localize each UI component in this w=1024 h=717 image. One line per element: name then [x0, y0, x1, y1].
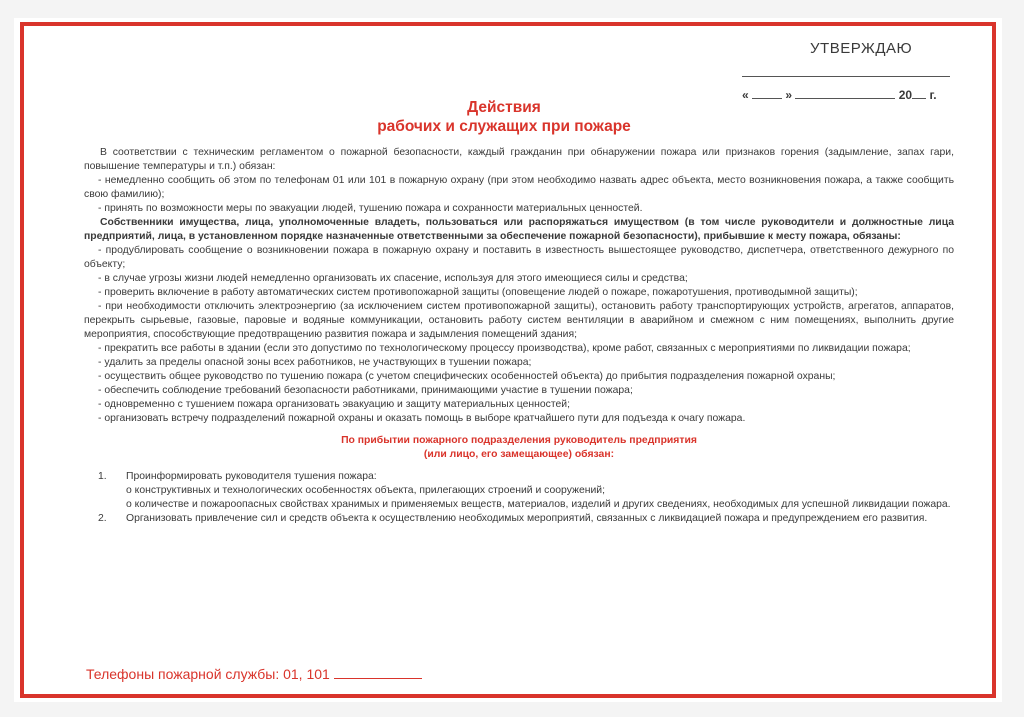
- document-body: [84, 146, 954, 526]
- date-open-quote: «: [742, 88, 749, 102]
- year-suffix: г.: [929, 88, 937, 102]
- month-blank: [795, 88, 895, 99]
- signature-line: [742, 76, 950, 77]
- intro-paragraph: В соответствии с техническим регламентом о пожарной безопасности, каждый гражданин при обнаружении пожара или признаков горения (задымление, запах гари, повышение температуры и т.п.) обязан:: [84, 147, 954, 172]
- item-line: о конструктивных и технологических особенностях объекта, прилегающих строений и сооружений;: [126, 485, 605, 496]
- owner-item: - удалить за пределы опасной зоны всех работников, не участвующих в тушении пожара;: [98, 357, 532, 368]
- citizen-item: - принять по возможности меры по эвакуации людей, тушению пожара и сохранности материальных ценностей.: [98, 203, 643, 214]
- item-number: 2.: [98, 513, 107, 524]
- item-line: Проинформировать руководителя тушения пожара:: [126, 471, 377, 482]
- phones-label: Телефоны пожарной службы: 01, 101: [86, 666, 330, 682]
- arrival-heading: [84, 434, 954, 462]
- citizen-item: - немедленно сообщить об этом по телефонам 01 или 101 в пожарную охрану (при этом необходимо назвать адрес объекта, место возникновения пожара, а также сообщить свою фамилию);: [84, 175, 954, 200]
- year-blank: [912, 88, 926, 99]
- item-line: Организовать привлечение сил и средств объекта к осуществлению необходимых мероприятий, связанных с ликвидацией пожара и предупреждением его развития.: [126, 513, 928, 524]
- owner-item: - организовать встречу подразделений пожарной охраны и оказать помощь в выборе кратчайшего пути для подъезда к очагу пожара.: [98, 413, 746, 424]
- owner-item: - продублировать сообщение о возникновении пожара в пожарную охрану и поставить в известность вышестоящее руководство, диспетчера, ответственного дежурного по объекту;: [84, 245, 954, 270]
- item-line: о количестве и пожароопасных свойствах хранимых и применяемых веществ, материалов, изделий и других сведениях, необходимых для успешной ликвидации пожара.: [126, 499, 951, 510]
- numbered-item: [84, 512, 954, 526]
- instruction-sheet: [14, 18, 1002, 702]
- title-line-1: Действия: [467, 99, 541, 116]
- numbered-list: [84, 470, 954, 526]
- owner-item: - проверить включение в работу автоматических систем противопожарной защиты (оповещение людей о пожаре, пожаротушения, противодымной защиты);: [98, 287, 858, 298]
- arrival-heading-line-1: По прибытии пожарного подразделения руководитель предприятия: [341, 435, 697, 446]
- owner-item: - обеспечить соблюдение требований безопасности работниками, принимающими участие в тушении пожара;: [98, 385, 633, 396]
- item-number: 1.: [98, 471, 107, 482]
- owner-item: - осуществить общее руководство по тушению пожара (с учетом специфических особенностей объекта) до прибытия подразделения пожарной охраны;: [98, 371, 836, 382]
- day-blank: [752, 88, 782, 99]
- title-line-2: рабочих и служащих при пожаре: [377, 118, 631, 135]
- owner-item: - при необходимости отключить электроэнергию (за исключением систем противопожарной защиты), остановить работу транспортирующих устройств, агрегатов, аппаратов, перекрыть сырьевые, газовые, паровые и водяные коммуникации, остановить работу систем вентиляции в аварийном и смежном с ним помещениях, выполнить другие мероприятия, способствующие предотвращению развития пожара и задымления помещений здания;: [84, 301, 954, 340]
- year-prefix: 20: [898, 88, 913, 102]
- owner-item: - одновременно с тушением пожара организовать эвакуацию и защиту материальных ценностей;: [98, 399, 570, 410]
- phone-blank-line: [334, 664, 422, 679]
- fire-service-phones: [86, 664, 422, 682]
- arrival-heading-line-2: (или лицо, его замещающее) обязан:: [423, 449, 615, 460]
- approval-date: [742, 88, 937, 102]
- numbered-item: [84, 470, 954, 512]
- owner-item: - прекратить все работы в здании (если это допустимо по технологическому процессу производства), кроме работ, связанных с мероприятиями по ликвидации пожара;: [98, 343, 911, 354]
- document-title: [264, 98, 744, 136]
- owners-heading: Собственники имущества, лица, уполномоченные владеть, пользоваться или распоряжаться имуществом (в том числе руководители и должностные лица предприятий, лица, в установленном порядке назначенные ответственными за обеспечение пожарной безопасности), прибывшие к месту пожара, обязаны:: [84, 217, 954, 242]
- date-close-quote: »: [785, 88, 793, 102]
- owner-item: - в случае угрозы жизни людей немедленно организовать их спасение, используя для этого имеющиеся силы и средства;: [98, 273, 688, 284]
- approval-title: УТВЕРЖДАЮ: [810, 40, 913, 57]
